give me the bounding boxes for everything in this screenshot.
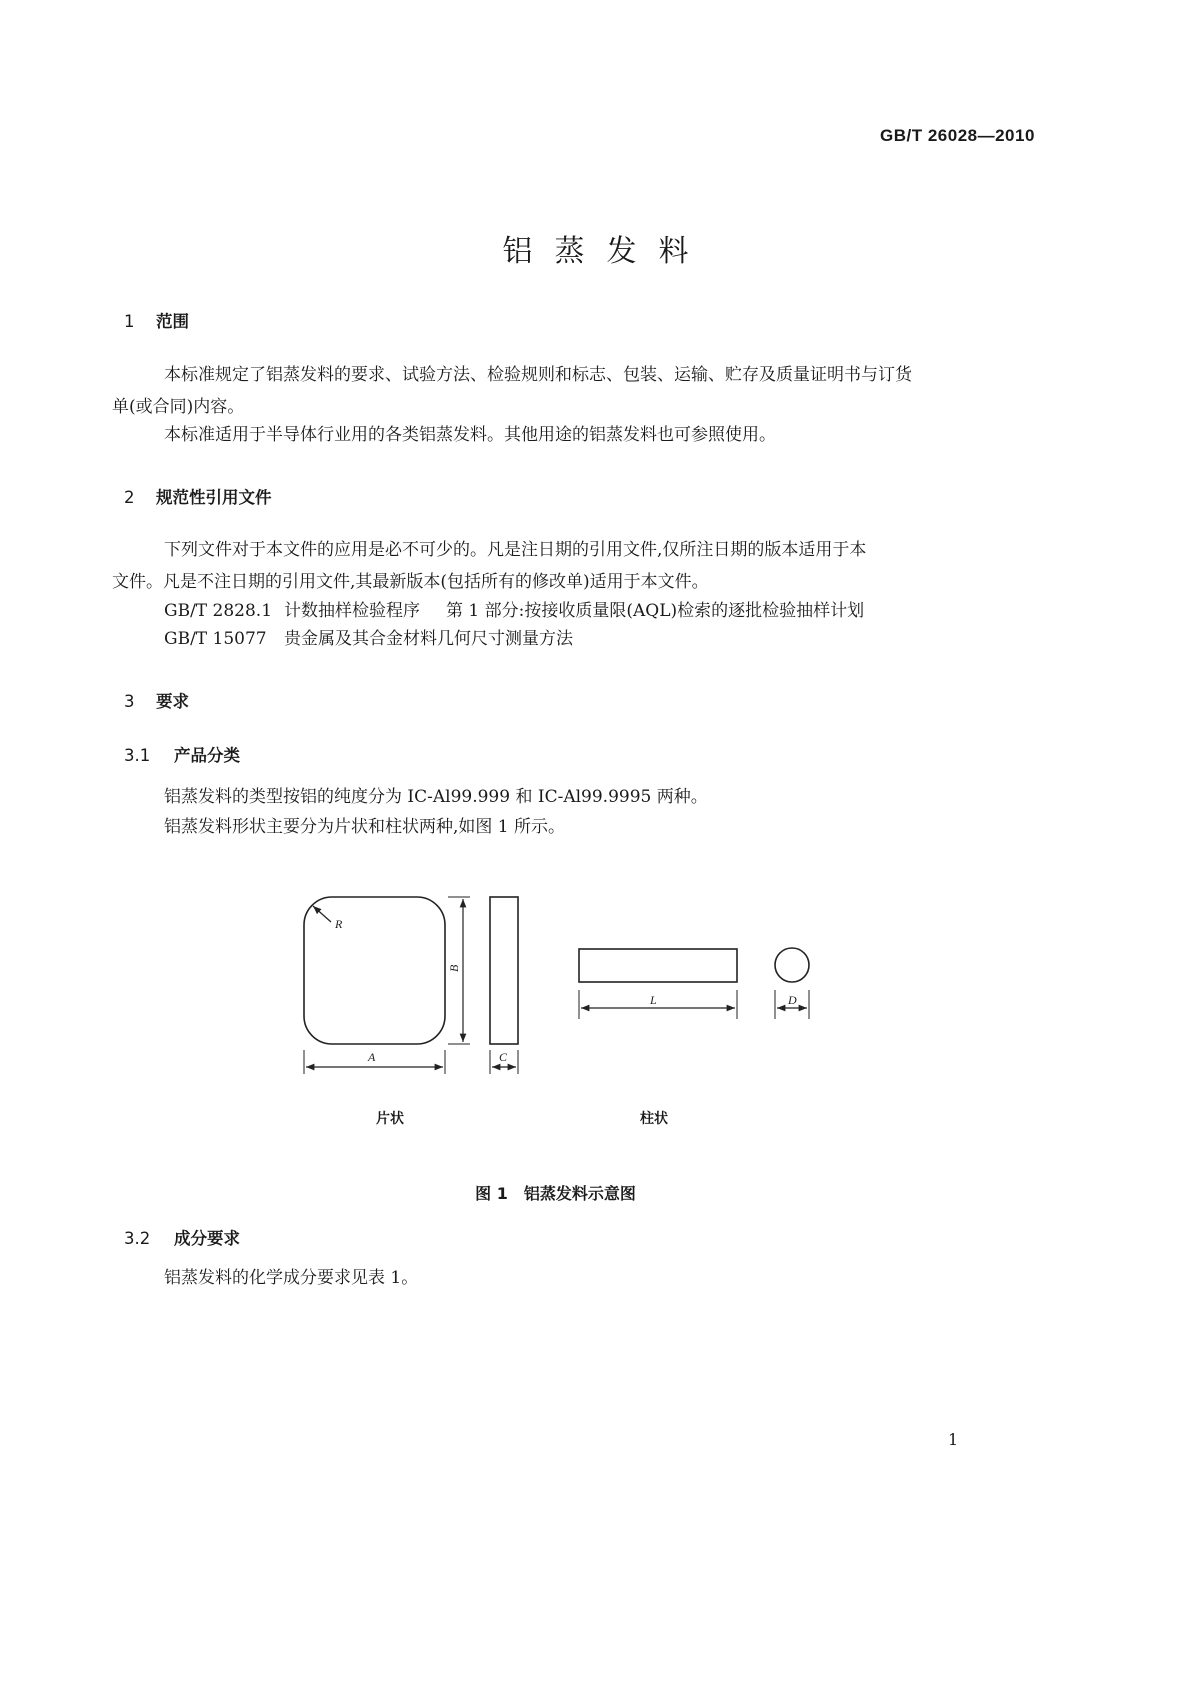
section-number: 3.1 — [124, 746, 151, 765]
figure-caption-column: 柱状 — [640, 1111, 668, 1127]
section-title: 产品分类 — [174, 746, 240, 765]
paragraph: 本标准适用于半导体行业用的各类铝蒸发料。其他用途的铝蒸发料也可参照使用。 — [164, 425, 776, 445]
paragraph: 下列文件对于本文件的应用是必不可少的。凡是注日期的引用文件,仅所注日期的版本适用于本 — [164, 540, 867, 560]
dimension-label-c: C — [499, 1050, 508, 1064]
sheet-shape — [304, 897, 445, 1044]
reference-code: GB/T 2828.1 — [164, 601, 273, 621]
paragraph: 铝蒸发料的化学成分要求见表 1。 — [164, 1268, 419, 1288]
subsection-3-1-heading — [124, 742, 240, 766]
reference-part: 第 1 部分:按接收质量限(AQL)检索的逐批检验抽样计划 — [446, 601, 865, 621]
dimension-label-a: A — [368, 1050, 376, 1064]
page-title: 铝蒸发料 — [502, 234, 711, 269]
paragraph: 铝蒸发料形状主要分为片状和柱状两种,如图 1 所示。 — [164, 817, 566, 837]
section-title: 要求 — [156, 692, 189, 711]
dimension-label-l: L — [650, 993, 657, 1007]
reference-title: 计数抽样检验程序 — [284, 601, 420, 621]
paragraph: 本标准规定了铝蒸发料的要求、试验方法、检验规则和标志、包装、运输、贮存及质量证明书与订货 — [164, 365, 912, 385]
page-number: 1 — [948, 1430, 959, 1449]
section-3-heading — [124, 688, 189, 712]
figure-title: 图 1 铝蒸发料示意图 — [475, 1184, 636, 1203]
column-end-shape — [775, 948, 809, 982]
reference-title: 贵金属及其合金材料几何尺寸测量方法 — [284, 629, 573, 649]
reference-item — [164, 622, 573, 656]
section-number: 3 — [124, 692, 135, 711]
subsection-3-2-heading — [124, 1225, 240, 1249]
paragraph: 文件。凡是不注日期的引用文件,其最新版本(包括所有的修改单)适用于本文件。 — [112, 572, 709, 592]
section-2-heading — [124, 484, 272, 508]
paragraph: 铝蒸发料的类型按铝的纯度分为 IC-Al99.999 和 IC-Al99.9995 两种。 — [164, 787, 708, 807]
standard-code: GB/T 26028—2010 — [880, 126, 1035, 145]
sheet-side-shape — [490, 897, 518, 1044]
section-title: 成分要求 — [174, 1229, 240, 1248]
section-title: 范围 — [156, 312, 189, 331]
section-number: 2 — [124, 488, 135, 507]
section-title: 规范性引用文件 — [156, 488, 272, 507]
column-shape — [579, 949, 737, 982]
dimension-label-b: B — [447, 964, 461, 972]
paragraph: 单(或合同)内容。 — [112, 397, 245, 417]
reference-code: GB/T 15077 — [164, 629, 267, 649]
section-number: 3.2 — [124, 1229, 151, 1248]
dimension-label-r: R — [335, 917, 343, 931]
section-1-heading — [124, 308, 189, 332]
figure-caption-sheet: 片状 — [376, 1111, 404, 1127]
dimension-label-d: D — [788, 993, 797, 1007]
section-number: 1 — [124, 312, 135, 331]
